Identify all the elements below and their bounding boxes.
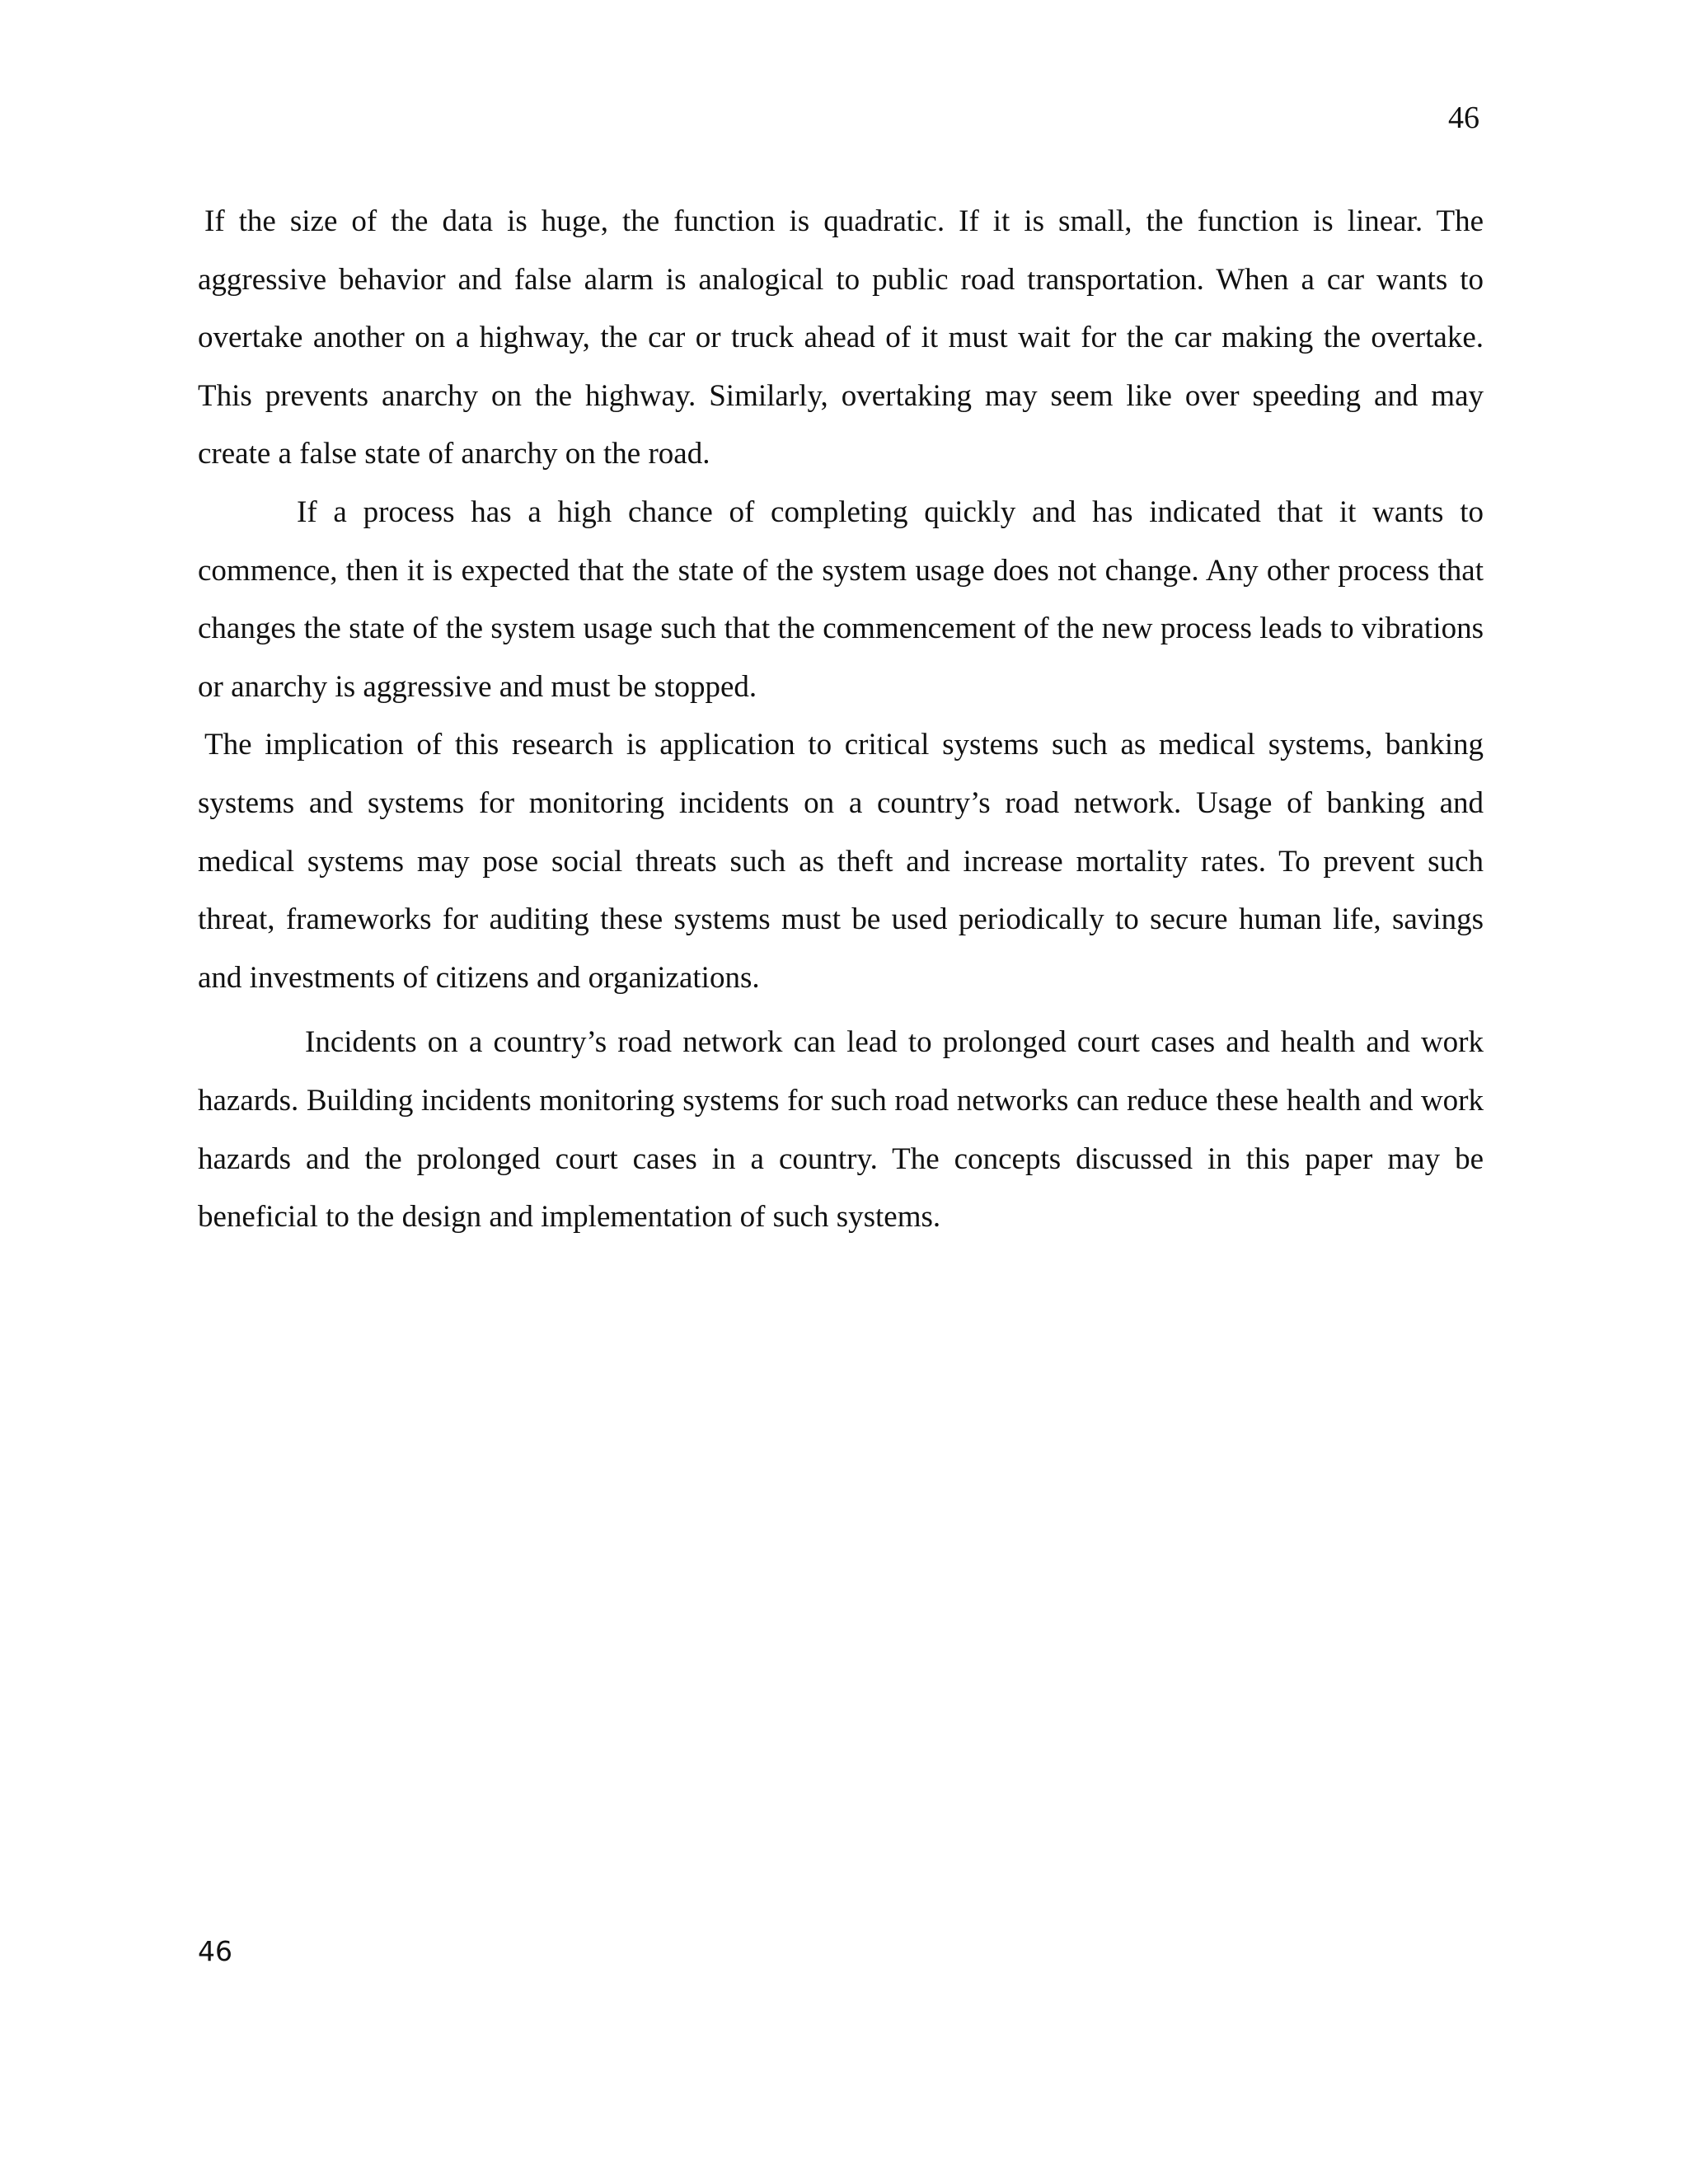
page-number-footer: 46 [198,1935,232,1967]
body-text [198,193,1484,1247]
page-number-header: 46 [1448,101,1479,135]
paragraph-4: Incidents on a country’s road network can lead to prolonged court cases and health and work hazards. Building incidents monitoring systems for such road networks can reduce these health and work hazards and the prolonged court cases in a country. The concepts discussed in this paper may be beneficial to the design and implementation of such systems. [198,1025,1484,1235]
paragraph-2: If a process has a high chance of completing quickly and has indicated that it wants to commence, then it is expected that the state of the system usage does not change. Any other process that changes the state of the system usage such that the commencement of the new process leads to vibrations or anarchy is aggressive and must be stopped. [198,494,1484,704]
paragraph-3: The implication of this research is application to critical systems such as medical systems, banking systems and systems for monitoring incidents on a country’s road network. Usage of banking and medical systems may pose social threats such as theft and increase mortality rates. To prevent such threat, frameworks for auditing these systems must be used periodically to secure human life, savings and investments of citizens and organizations. [198,728,1484,995]
paragraph-1: If the size of the data is huge, the function is quadratic. If it is small, the function is linear. The aggressive behavior and false alarm is analogical to public road transportation. When a car wants to overtake another on a highway, the car or truck ahead of it must wait for the car making the overtake. This prevents anarchy on the highway. Similarly, overtaking may seem like over speeding and may create a false state of anarchy on the road. [198,204,1484,471]
